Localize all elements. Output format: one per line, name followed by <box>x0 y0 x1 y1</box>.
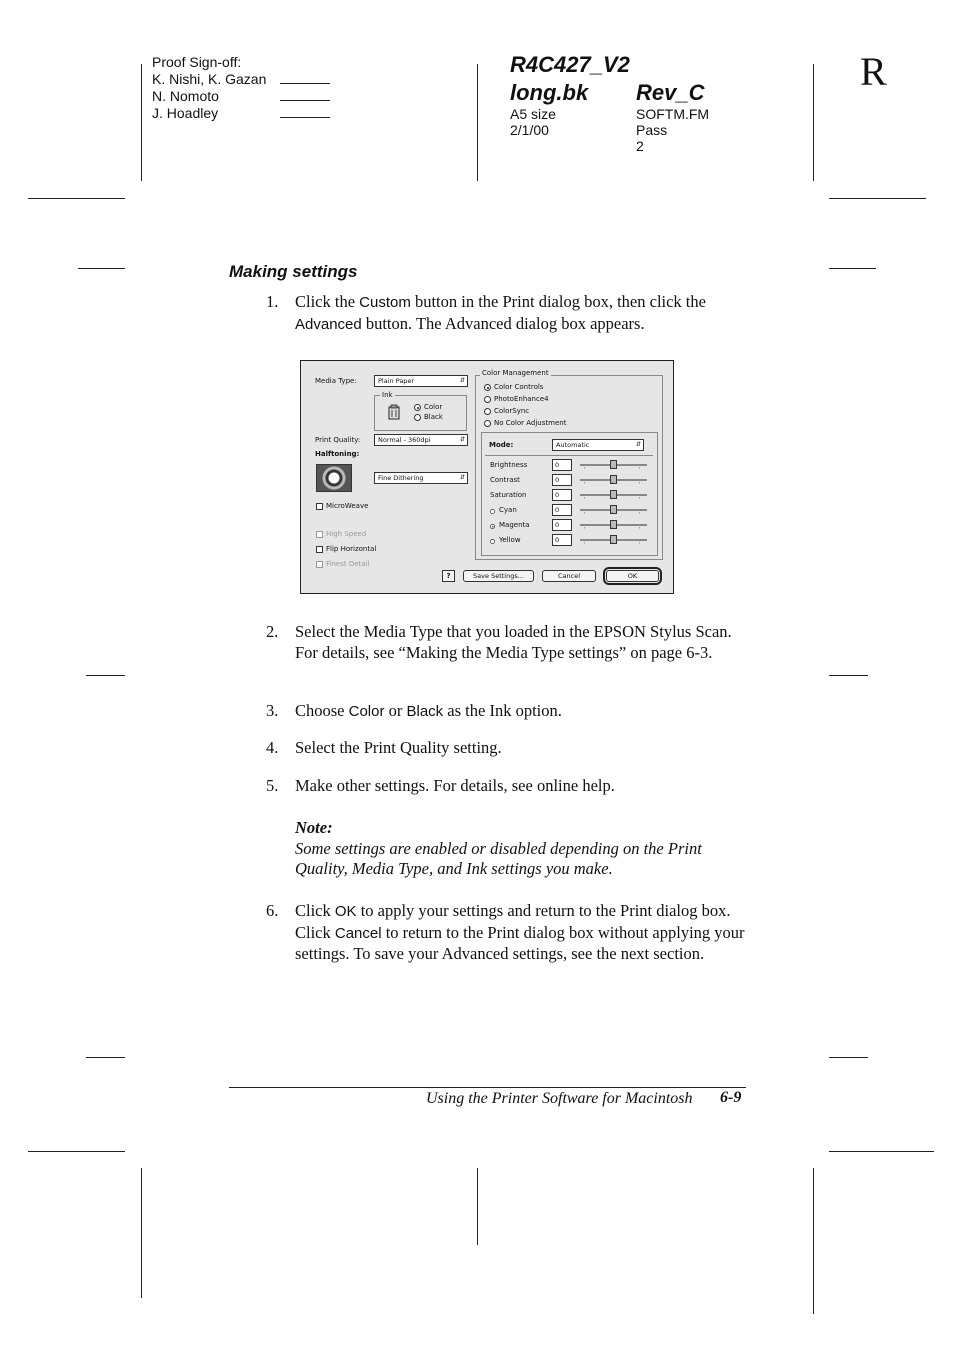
crop-mark <box>829 198 926 199</box>
revision: Rev_C <box>636 80 705 105</box>
crop-mark <box>477 64 478 181</box>
cyan-field[interactable]: 0 <box>552 504 572 516</box>
no-color-adjustment-radio[interactable] <box>484 420 491 427</box>
crop-mark <box>829 675 868 676</box>
book-name: long.bk <box>510 80 589 105</box>
crop-mark <box>829 1151 934 1152</box>
proof-label: Proof Sign-off: <box>152 54 242 70</box>
mode-value: Automatic <box>556 441 590 449</box>
step-number: 2. <box>266 622 279 641</box>
popup-arrows-icon: ⇵ <box>459 436 465 443</box>
step-4 <box>266 738 746 759</box>
ui-term: Black <box>406 703 444 720</box>
media-type-value: Plain Paper <box>378 377 415 385</box>
ui-term: Advanced <box>295 315 362 333</box>
step-number: 1. <box>266 292 279 311</box>
crop-mark <box>86 1057 125 1058</box>
note <box>266 818 746 880</box>
footer-chapter-title: Using the Printer Software for Macintosh <box>426 1090 693 1107</box>
footer-rule <box>229 1087 746 1088</box>
step-text: Make other settings. For details, see online help. <box>295 776 615 795</box>
step-6 <box>266 901 746 965</box>
crop-mark <box>28 198 125 199</box>
job-line2 <box>510 79 705 107</box>
step-text: Click OK to apply your settings and return to the Print dialog box. Click Cancel to return to the Print dialog box without applying your settings. To save your Advanced settings, see the next section. <box>295 901 745 963</box>
microweave-label: MicroWeave <box>326 502 369 510</box>
color-controls-radio[interactable] <box>484 384 491 391</box>
slider-ticks: ''' <box>584 527 667 533</box>
crop-mark <box>141 64 142 181</box>
meta-row <box>510 106 710 122</box>
step-1 <box>266 292 746 335</box>
yellow-field[interactable]: 0 <box>552 534 572 546</box>
advanced-dialog-screenshot <box>300 360 674 594</box>
flip-horizontal-checkbox[interactable] <box>316 546 323 553</box>
popup-arrows-icon: ⇵ <box>459 377 465 384</box>
cancel-button[interactable]: Cancel <box>542 570 596 582</box>
media-type-label: Media Type: <box>315 377 357 385</box>
flip-horizontal-label: Flip Horizontal <box>326 545 377 553</box>
page-number: 6-9 <box>720 1089 742 1106</box>
proof-row <box>152 71 330 88</box>
step-5 <box>266 776 746 797</box>
proof-name: J. Hoadley <box>152 105 219 121</box>
slider-ticks: ''' <box>584 482 667 488</box>
divider <box>485 455 653 456</box>
ink-cartridge-icon <box>387 404 401 420</box>
slider-label: Contrast <box>490 476 520 484</box>
help-button[interactable]: ? <box>442 570 455 582</box>
proof-row <box>152 88 330 105</box>
ui-term: OK <box>334 903 357 920</box>
ink-black-label: Black <box>424 413 443 421</box>
signature-line <box>280 71 330 84</box>
media-type-popup[interactable] <box>374 375 468 387</box>
job-title <box>510 51 705 107</box>
finest-detail-checkbox[interactable] <box>316 561 323 568</box>
slider-label: Yellow <box>499 536 521 544</box>
high-speed-checkbox[interactable] <box>316 531 323 538</box>
popup-arrows-icon: ⇵ <box>459 474 465 481</box>
slider-label: Brightness <box>490 461 528 469</box>
cyan-radio[interactable] <box>490 509 495 514</box>
crop-mark <box>86 675 125 676</box>
finest-detail-label: Finest Detail <box>326 560 370 568</box>
save-settings-button[interactable]: Save Settings... <box>463 570 534 582</box>
cm-option-label: PhotoEnhance4 <box>494 395 549 403</box>
step-number: 4. <box>266 738 279 757</box>
halftone-preview-image <box>316 464 352 492</box>
section-title: Making settings <box>229 262 358 281</box>
slider-label: Magenta <box>499 521 530 529</box>
proof-name: K. Nishi, K. Gazan <box>152 71 267 87</box>
ui-term: Custom <box>359 294 411 311</box>
halftoning-value: Fine Dithering <box>378 474 424 482</box>
page-size: A5 size <box>510 106 556 122</box>
print-quality-label: Print Quality: <box>315 436 361 444</box>
note-title: Note: <box>295 818 333 837</box>
ui-term: Color <box>348 703 385 720</box>
note-text: Some settings are enabled or disabled depending on the Print Quality, Media Type, and Ink settings you make. <box>295 838 702 878</box>
yellow-radio[interactable] <box>490 539 495 544</box>
ok-button[interactable]: OK <box>606 570 659 582</box>
crop-mark <box>141 1168 142 1298</box>
pass: Pass 2 <box>636 122 668 154</box>
slider-ticks: ''' <box>584 497 667 503</box>
magenta-radio[interactable] <box>490 524 495 529</box>
step-3 <box>266 701 746 723</box>
step-number: 6. <box>266 901 279 920</box>
mode-popup[interactable] <box>552 439 644 451</box>
ink-black-radio[interactable] <box>414 414 421 421</box>
crop-mark <box>813 1168 814 1314</box>
file-name: SOFTM.FM <box>636 106 710 122</box>
print-quality-value: Normal - 360dpi <box>378 436 431 444</box>
mode-label: Mode: <box>489 441 514 449</box>
magenta-field[interactable]: 0 <box>552 519 572 531</box>
cm-option-label: No Color Adjustment <box>494 419 567 427</box>
step-number: 5. <box>266 776 279 795</box>
slider-label: Cyan <box>499 506 517 514</box>
cm-option-label: ColorSync <box>494 407 530 415</box>
signature-line <box>280 88 330 101</box>
step-text: Choose Color or Black as the Ink option. <box>295 701 562 720</box>
slider-ticks: ''' <box>584 467 667 473</box>
saturation-field[interactable]: 0 <box>552 489 572 501</box>
microweave-checkbox[interactable] <box>316 503 323 510</box>
step-text: Select the Print Quality setting. <box>295 738 502 757</box>
meta-row <box>510 122 668 154</box>
step-text: Select the Media Type that you loaded in the EPSON Stylus Scan. For details, see “Making the Media Type settings” on page 6-3. <box>295 622 732 662</box>
cm-option-label: Color Controls <box>494 383 544 391</box>
photoenhance-radio[interactable] <box>484 396 491 403</box>
contrast-field[interactable]: 0 <box>552 474 572 486</box>
ink-color-label: Color <box>424 403 443 411</box>
popup-arrows-icon: ⇵ <box>635 441 641 448</box>
step-text: Click the Custom button in the Print dialog box, then click the Advanced button. The Advanced dialog box appears. <box>295 292 706 333</box>
proof-row <box>152 105 330 122</box>
color-management-title: Color Management <box>482 369 549 377</box>
crop-mark <box>829 1057 868 1058</box>
job-id: R4C427_V2 <box>510 52 630 77</box>
slider-ticks: ''' <box>584 512 667 518</box>
corner-mark: R <box>860 49 887 94</box>
step-2 <box>266 622 746 663</box>
slider-ticks: ''' <box>584 542 667 548</box>
high-speed-label: High Speed <box>326 530 367 538</box>
crop-mark <box>28 1151 125 1152</box>
signature-line <box>280 105 330 118</box>
ink-label: Ink <box>382 391 393 399</box>
halftoning-popup[interactable] <box>374 472 468 484</box>
crop-mark <box>78 268 125 269</box>
proof-name: N. Nomoto <box>152 88 219 104</box>
date: 2/1/00 <box>510 122 549 138</box>
step-number: 3. <box>266 701 279 720</box>
slider-label: Saturation <box>490 491 527 499</box>
brightness-field[interactable]: 0 <box>552 459 572 471</box>
ui-term: Cancel <box>334 924 382 942</box>
crop-mark <box>477 1168 478 1245</box>
crop-mark <box>829 268 876 269</box>
ink-color-radio[interactable] <box>414 404 421 411</box>
job-meta <box>510 106 710 154</box>
proof-signoff <box>152 54 330 122</box>
print-quality-popup[interactable] <box>374 434 468 446</box>
colorsync-radio[interactable] <box>484 408 491 415</box>
crop-mark <box>813 64 814 181</box>
halftoning-label: Halftoning: <box>315 450 360 458</box>
